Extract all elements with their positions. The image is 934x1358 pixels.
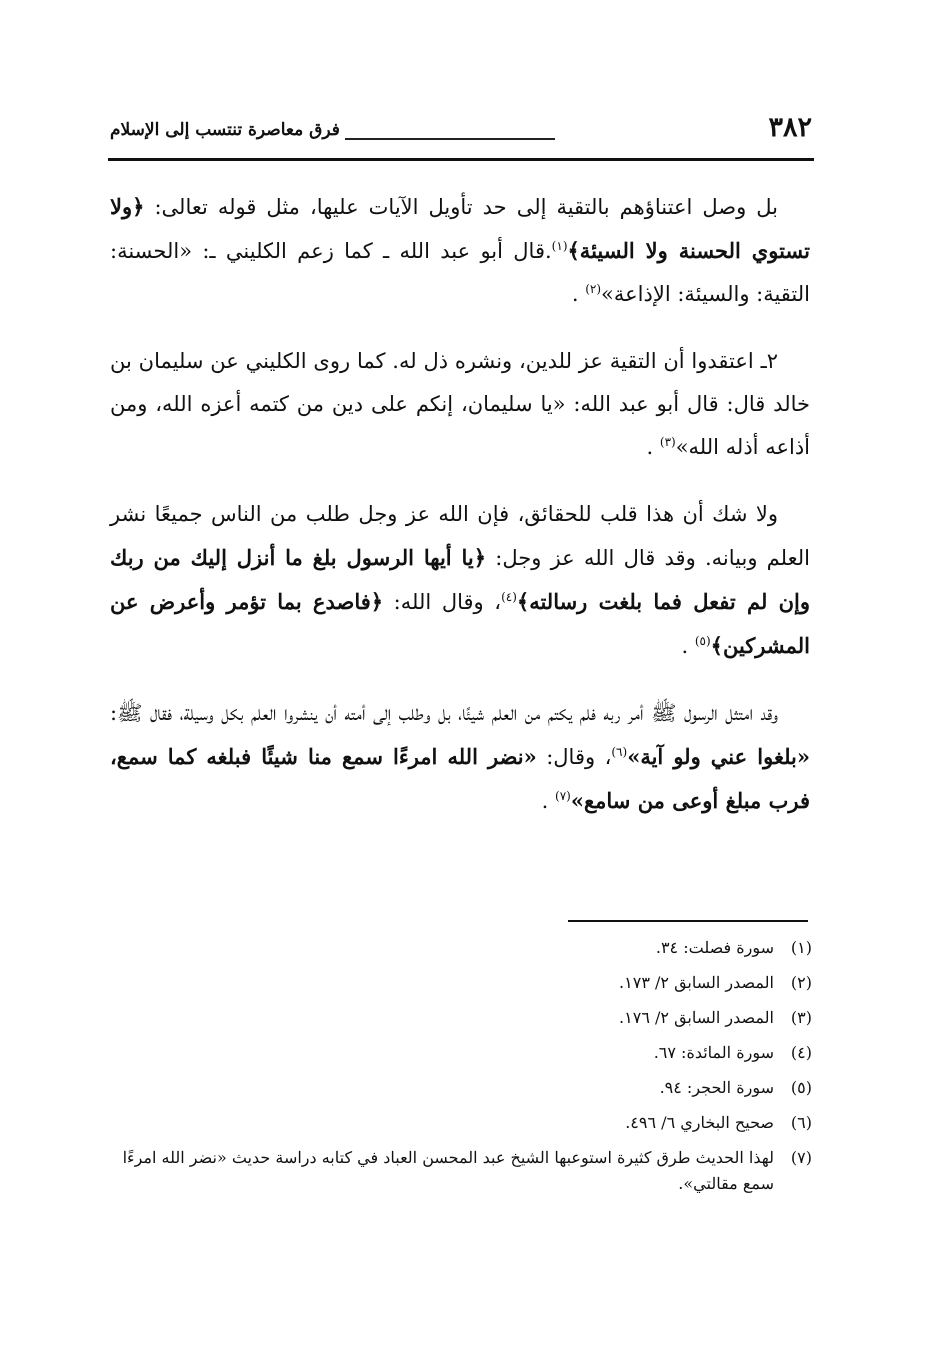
paragraph-4 (110, 692, 810, 823)
footnote-item (107, 1105, 812, 1140)
paragraph-text: ولا شك أن هذا قلب للحقائق، فإن الله عز وجل طلب من الناس جميعًا نشر العلم وبيانه. وقد قال الله عز وجل: (110, 502, 810, 570)
footnote-text: سورة المائدة: ٦٧. (653, 1043, 774, 1062)
paragraph-text: ، وقال: (536, 745, 612, 769)
hadith-quote: «بلغوا عني ولو آية» (627, 744, 810, 769)
footnote-text: المصدر السابق ٢/ ١٧٦. (619, 1008, 774, 1027)
paragraph-2 (110, 340, 810, 469)
footnote-number: (٥) (790, 1078, 812, 1097)
paragraph-3 (110, 493, 810, 668)
hadith-quote: «نضر الله امرءًا سمع منا شيئًا فبلغه كما سمع، فرب مبلغ أوعى من سامع» (110, 744, 810, 813)
footnote-rule (568, 920, 808, 922)
footnote-number: (٢) (790, 973, 812, 992)
paragraph-text: .قال أبو عبد الله ـ كما زعم الكليني ـ: «الحسنة: التقية: والسيئة: الإذاعة» (110, 239, 810, 306)
footnote-item (107, 1140, 812, 1197)
footnote-number: (٤) (790, 1043, 812, 1062)
footnote-number: (٧) (790, 1148, 812, 1167)
footnote-ref: (٢) (585, 282, 602, 296)
running-head: فرق معاصرة تنتسب إلى الإسلام (110, 120, 340, 140)
quran-verse: ﴿ولا تستوي الحسنة ولا السيئة﴾ (110, 194, 811, 263)
footnote-text: سورة فصلت: ٣٤. (655, 938, 774, 957)
paragraph-text: بل وصل اعتناؤهم بالتقية إلى حد تأويل الآيات عليها، مثل قوله تعالى: (144, 195, 778, 219)
footnote-text: سورة الحجر: ٩٤. (659, 1078, 774, 1097)
footnote-ref: (٤) (501, 590, 517, 604)
footnote-item (107, 965, 812, 1000)
header-dash (345, 138, 555, 140)
footnote-ref: (٦) (611, 745, 628, 759)
footnote-item (107, 1000, 812, 1035)
paragraph-1 (110, 185, 810, 316)
header-rule (108, 158, 814, 161)
footnote-ref: (٣) (659, 435, 676, 449)
footnotes (107, 930, 812, 1197)
page-number: ٣٨٢ (768, 112, 812, 143)
footnote-ref: (١) (551, 239, 568, 253)
paragraph-text: . (681, 634, 695, 658)
footnote-number: (٦) (790, 1113, 812, 1132)
quran-verse: ﴿فاصدع بما تؤمر وأعرض عن المشركين﴾ (110, 589, 810, 658)
footnote-ref: (٧) (555, 789, 571, 803)
paragraph-text: ، وقال الله: (383, 590, 502, 614)
main-text (110, 185, 810, 847)
footnote-text: صحيح البخاري ٦/ ٤٩٦. (625, 1113, 774, 1132)
paragraph-text: . (571, 282, 586, 306)
footnote-number: (١) (790, 938, 812, 957)
paragraph-text: . (646, 435, 660, 459)
paragraph-text: ٢ـ اعتقدوا أن التقية عز للدين، ونشره ذل له. كما روى الكليني عن سليمان بن خالد قال: قال أبو عبد الله: «يا سليمان، إنكم على دين من كتمه أعزه الله، ومن أذاعه أذله الله» (110, 349, 810, 459)
paragraph-text: . (541, 789, 556, 813)
footnote-text: المصدر السابق ٢/ ١٧٣. (619, 973, 774, 992)
footnote-item (107, 1070, 812, 1105)
footnote-item (107, 1035, 812, 1070)
quran-verse: ﴿يا أيها الرسول بلغ ما أنزل إليك من ربك وإن لم تفعل فما بلغت رسالته﴾ (110, 545, 811, 614)
footnote-text: لهذا الحديث طرق كثيرة استوعبها الشيخ عبد المحسن العباد في كتابه دراسة حديث «نضر الله امرءًا سمع مقالتي». (122, 1148, 774, 1193)
footnote-ref: (٥) (694, 634, 711, 648)
paragraph-text: وقد امتثل الرسول ﷺ أمر ربه فلم يكتم من العلم شيئًا، بل وطلب إلى أمته أن ينشروا العلم بكل وسيلة، فقال ﷺ: (110, 701, 778, 725)
footnote-item (107, 930, 812, 965)
footnote-number: (٣) (790, 1008, 812, 1027)
